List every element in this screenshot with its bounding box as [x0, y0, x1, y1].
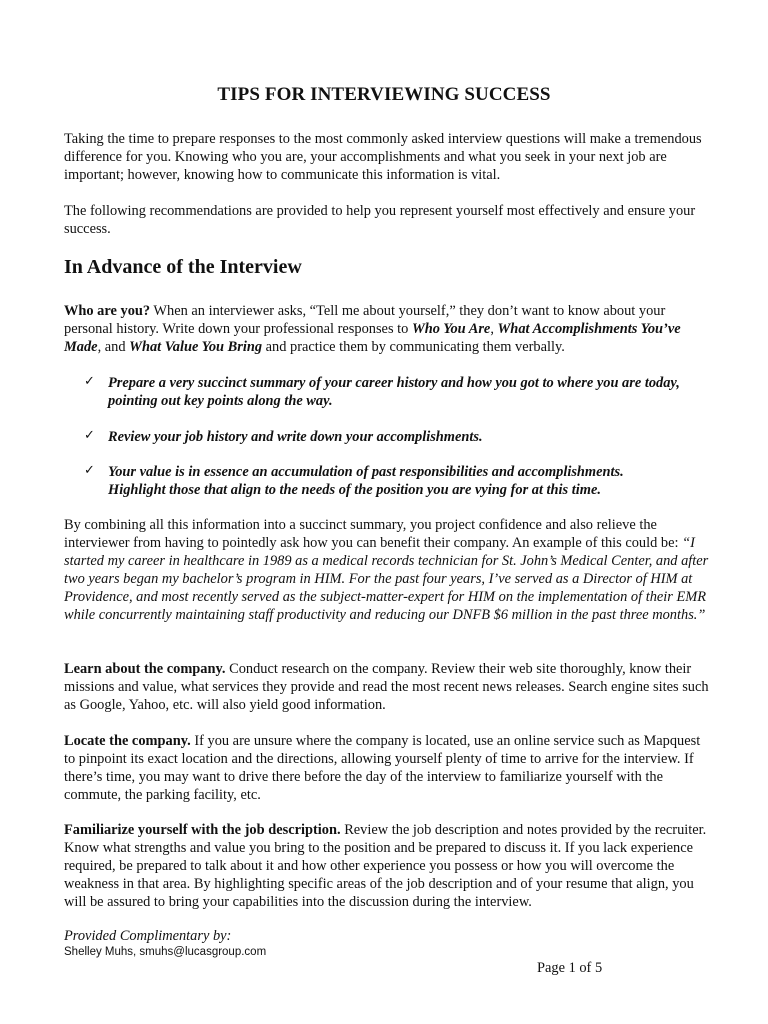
intro-paragraph-2: The following recommendations are provided to help you represent yourself most effectively and ensure your success. — [64, 203, 696, 237]
checkmark-icon: ✓ — [84, 463, 95, 478]
checkmark-icon: ✓ — [84, 374, 95, 389]
locate-text: If you are unsure where the company is located, use an online service such as Mapquest to pinpoint its exact location and the directions, allowing yourself plenty of time to arrive for the interview. If there’s time, you may want to drive there before the day of the interview to familiarize yourself with the commute, the parking facility, etc. — [64, 733, 701, 803]
familiarize-lead: Familiarize yourself with the job description. — [64, 822, 341, 838]
who-emphasis-2: What Accomplishments You’ve Made — [64, 321, 681, 355]
locate-lead: Locate the company. — [64, 733, 191, 749]
learn-paragraph — [64, 660, 714, 714]
who-sep-1: , — [490, 321, 498, 337]
checklist-item: ✓ Prepare a very succinct summary of your career history and how you got to where you are today, pointing out key points along the way. — [84, 374, 680, 409]
checkmark-icon: ✓ — [84, 428, 95, 443]
who-text-2: and practice them by communicating them verbally. — [262, 339, 565, 355]
example-quote: “I started my career in healthcare in 1989 as a medical records technician for St. John’s Medical Center, and after two years began my bachelor’s program in HIM. For the past four years, I’ve served as a Director of HIM at Providence, and most recently served as the subject-matter-expert for HIM on the implementation of their EMR while concurrently maintaining staff productivity and reducing our DNFB $6 million in the past three months.” — [64, 535, 709, 623]
who-emphasis-1: Who You Are — [411, 321, 491, 337]
provided-by-label: Provided Complimentary by: — [64, 928, 232, 944]
familiarize-text: Review the job description and notes provided by the recruiter. Know what strengths and value you bring to the position and be prepared to discuss it. If you lack experience required, be prepared to talk about it and how other experience you possess or how you will overcome the weakness in that area. By highlighting specific areas of the job description and of your resume that align, you will be assured to bring your capabilities into the discussion during the interview. — [64, 822, 707, 910]
who-sep-2: , and — [97, 339, 130, 355]
contact-info: Shelley Muhs, smuhs@lucasgroup.com — [64, 946, 267, 958]
who-are-you-paragraph — [64, 302, 714, 356]
learn-text: Conduct research on the company. Review their web site thoroughly, know their missions and value, what services they provide and read the most recent news releases. Search engine sites such as Google, Yahoo, etc. will also yield good information. — [64, 661, 709, 713]
combining-text: By combining all this information into a succinct summary, you project confidence and also relieve the interviewer from having to pointedly ask how you can benefit their company. An example of this could be: — [64, 517, 683, 551]
familiarize-paragraph — [64, 821, 714, 911]
who-emphasis-3: What Value You Bring — [129, 339, 263, 355]
page-title: TIPS FOR INTERVIEWING SUCCESS — [217, 84, 551, 105]
section-heading: In Advance of the Interview — [64, 256, 302, 278]
checklist-item: ✓ Review your job history and write down your accomplishments. — [84, 428, 483, 445]
checklist-item: ✓ Your value is in essence an accumulation of past responsibilities and accomplishments. Highlight those that align to the needs of the position you are vying for at this time. — [84, 463, 624, 498]
page-number: Page 1 of 5 — [537, 960, 603, 976]
learn-lead: Learn about the company. — [64, 661, 226, 677]
who-text-1: When an interviewer asks, “Tell me about yourself,” they don’t want to know about your personal history. Write down your professional responses to — [64, 303, 666, 337]
intro-paragraph-1: Taking the time to prepare responses to the most commonly asked interview questions will make a tremendous difference for you. Knowing who you are, your accomplishments and what you seek in your next job are important; however, knowing how to communicate this information is vital. — [64, 131, 702, 183]
locate-paragraph — [64, 732, 714, 804]
combining-paragraph — [64, 516, 714, 624]
who-lead: Who are you? — [64, 303, 151, 319]
